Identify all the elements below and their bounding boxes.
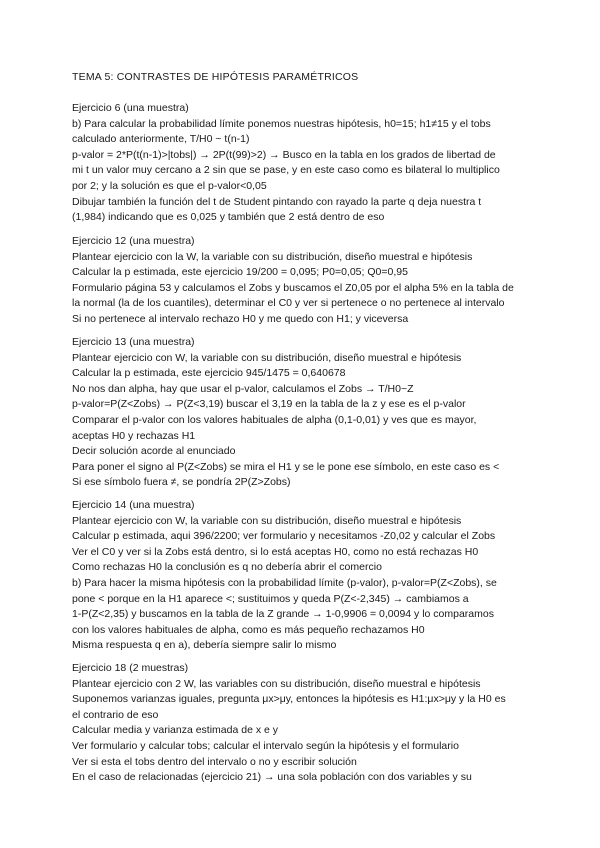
text-line: Ver formulario y calcular tobs; calcular el intervalo según la hipótesis y el formulario: [72, 739, 459, 752]
text-line: p-valor=P(Z<Zobs) → P(Z<3,19) buscar el 3,19 en la tabla de la z y ese es el p-valor: [72, 398, 466, 411]
section-ejercicio-6: [72, 101, 542, 226]
section-ejercicio-14: [72, 498, 542, 654]
text-line: b) Para hacer la misma hipótesis con la probabilidad límite (p-valor), p-valor=P(Z<Zobs), se: [72, 576, 497, 589]
text-line: Si ese símbolo fuera ≠, se pondría 2P(Z>Zobs): [72, 476, 291, 489]
page-title: TEMA 5: CONTRASTES DE HIPÓTESIS PARAMÉTRICOS: [72, 71, 359, 83]
text-line: Misma respuesta q en a), debería siempre salir lo mismo: [72, 639, 337, 652]
section-ejercicio-12: [72, 234, 542, 328]
text-line: Para poner el signo al P(Z<Zobs) se mira el H1 y se le pone ese símbolo, en este caso es <: [72, 460, 500, 473]
text-line: Calcular p estimada, aqui 396/2200; ver formulario y necesitamos -Z0,02 y calcular el Zobs: [72, 530, 496, 543]
text-line: Calcular la p estimada, este ejercicio 19/200 = 0,095; P0=0,05; Q0=0,95: [72, 266, 408, 279]
text-line: Ver si esta el tobs dentro del intervalo o no y escribir solución: [72, 755, 357, 768]
text-line: la normal (la de los cuantiles), determinar el C0 y ver si pertenece o no pertenece al intervalo: [72, 297, 505, 310]
text-line: el contrario de eso: [72, 708, 159, 721]
text-line: Como rechazas H0 la conclusión es q no debería abrir el comercio: [72, 561, 382, 574]
text-line: con los valores habituales de alpha, como es más pequeño rechazamos H0: [72, 623, 425, 636]
text-line: Decir solución acorde al enunciado: [72, 445, 236, 458]
text-line: aceptas H0 y rechazas H1: [72, 429, 196, 442]
text-line: pone < porque en la H1 aparece <; sustituimos y queda P(Z<-2,345) → cambiamos a: [72, 592, 469, 605]
section-ejercicio-13: [72, 335, 542, 491]
text-line: En el caso de relacionadas (ejercicio 21) → una sola población con dos variables y su: [72, 771, 472, 784]
text-line: b) Para calcular la probabilidad límite ponemos nuestras hipótesis, h0=15; h1≠15 y el tobs: [72, 117, 491, 130]
text-line: Plantear ejercicio con W, la variable con su distribución, diseño muestral e hipótesis: [72, 351, 462, 364]
text-line: Plantear ejercicio con W, la variable con su distribución, diseño muestral e hipótesis: [72, 514, 462, 527]
text-line: mi t un valor muy cercano a 2 sin que se pase, y en este caso como es bilateral lo multiplico: [72, 164, 500, 177]
text-line: Calcular la p estimada, este ejercicio 945/1475 = 0,640678: [72, 367, 346, 380]
text-line: Ver el C0 y ver si la Zobs está dentro, si lo está aceptas H0, como no está rechazas H0: [72, 545, 479, 558]
text-line: Si no pertenece al intervalo rechazo H0 y me quedo con H1; y viceversa: [72, 312, 409, 325]
text-line: calculado anteriormente, T/H0 ~ t(n-1): [72, 133, 250, 146]
text-line: Plantear ejercicio con 2 W, las variables con su distribución, diseño muestral e hipótesis: [72, 677, 481, 690]
text-line: Formulario página 53 y calculamos el Zobs y buscamos el Z0,05 por el alpha 5% en la tabla de: [72, 281, 514, 294]
text-line: (1,984) indicando que es 0,025 y también que 2 está dentro de eso: [72, 211, 385, 224]
text-line: 1-P(Z<2,35) y buscamos en la tabla de la Z grande → 1-0,9906 = 0,0094 y lo comparamos: [72, 608, 494, 621]
text-line: Dibujar también la función del t de Student pintando con rayado la parte q deja nuestra t: [72, 195, 482, 208]
text-line: Calcular media y varianza estimada de x e y: [72, 724, 279, 737]
text-line: No nos dan alpha, hay que usar el p-valor, calculamos el Zobs → T/H0~Z: [72, 382, 414, 395]
section-heading: Ejercicio 6 (una muestra): [72, 102, 189, 114]
section-heading: Ejercicio 12 (una muestra): [72, 235, 195, 247]
section-ejercicio-18: [72, 661, 542, 786]
text-line: Plantear ejercicio con la W, la variable con su distribución, diseño muestral e hipótesis: [72, 250, 473, 263]
section-heading: Ejercicio 13 (una muestra): [72, 336, 195, 348]
text-line: por 2; y la solución es que el p-valor<0,05: [72, 179, 267, 192]
section-heading: Ejercicio 18 (2 muestras): [72, 662, 189, 674]
section-heading: Ejercicio 14 (una muestra): [72, 499, 195, 511]
text-line: p-valor = 2*P(t(n-1)>|tobs|) → 2P(t(99)>2) → Busco en la tabla en los grados de libertad de: [72, 148, 496, 161]
text-line: Comparar el p-valor con los valores habituales de alpha (0,1-0,01) y ves que es mayor,: [72, 413, 477, 426]
text-line: Suponemos varianzas iguales, pregunta μx>μy, entonces la hipótesis es H1:μx>μy y la H0 es: [72, 693, 506, 706]
